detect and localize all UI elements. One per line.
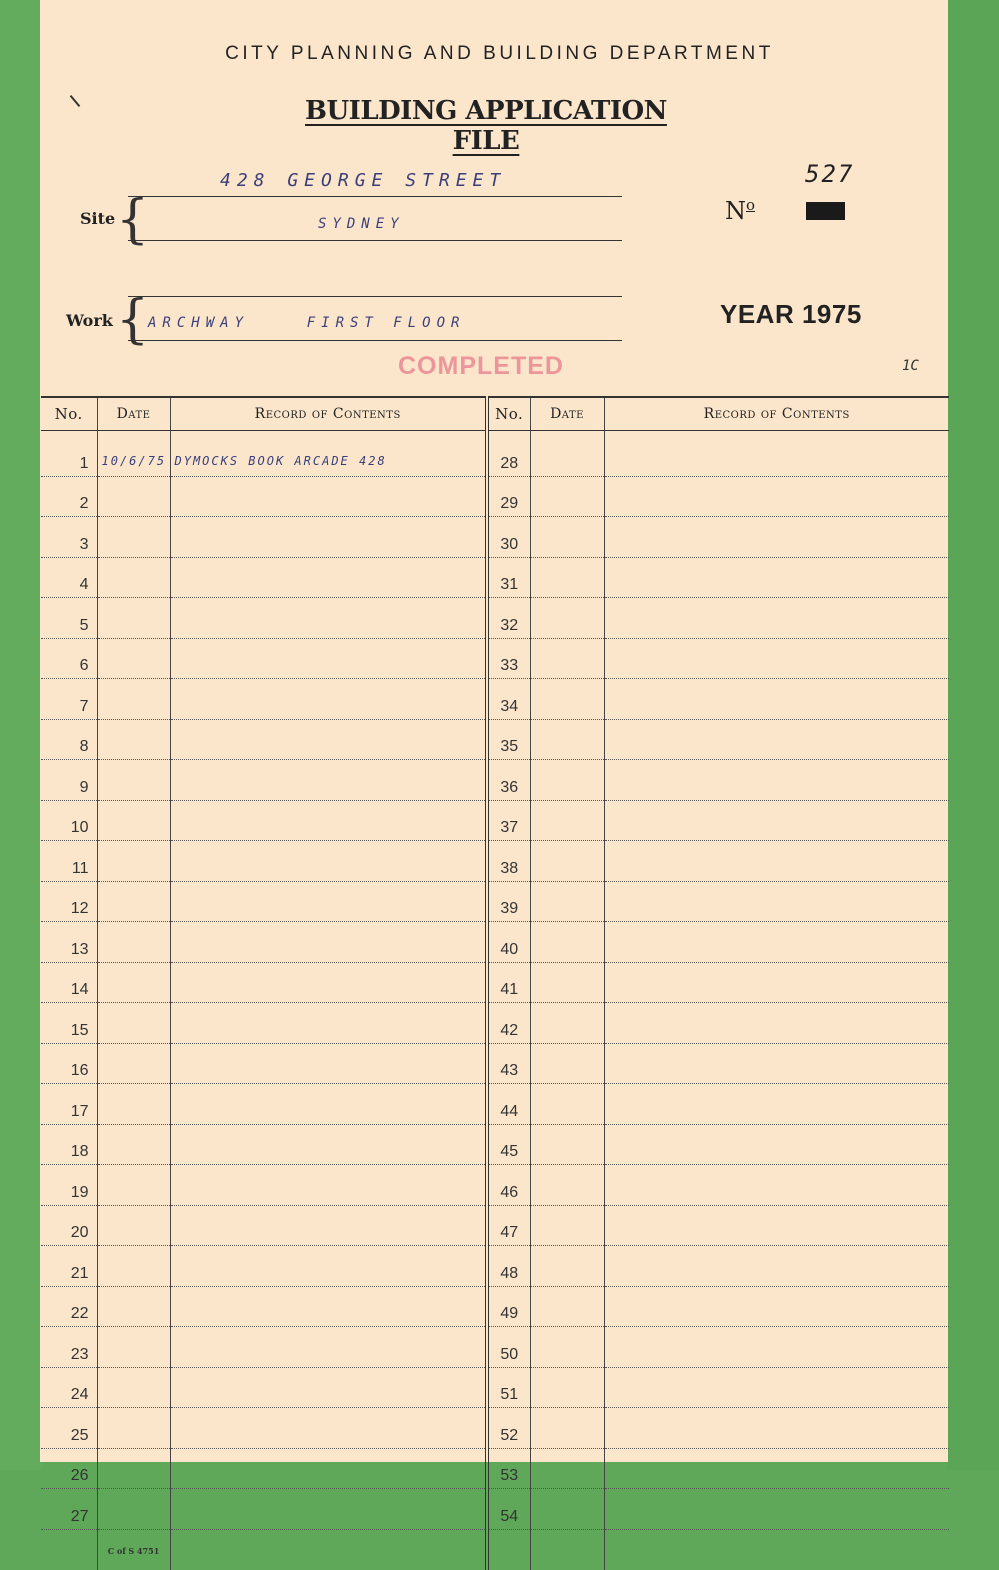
row-number-left: 26 <box>41 1448 97 1489</box>
site-label: Site <box>80 209 116 228</box>
site-line2-value: SYDNEY <box>318 216 405 232</box>
table-row <box>41 719 949 760</box>
row-number-left: 22 <box>41 1286 97 1327</box>
table-row <box>41 557 949 598</box>
record-cell-right <box>604 719 949 760</box>
date-cell-right <box>530 431 604 477</box>
record-cell-left <box>170 1205 487 1246</box>
file-number: 527 <box>805 160 855 188</box>
row-number-right: 46 <box>487 1165 530 1206</box>
row-number-right: 40 <box>487 922 530 963</box>
record-cell-right <box>604 1084 949 1125</box>
year-label: YEAR 1975 <box>720 299 862 329</box>
row-number-right: 28 <box>487 431 530 477</box>
number-label <box>725 196 755 225</box>
row-number-left: 16 <box>41 1043 97 1084</box>
record-cell-right <box>604 1165 949 1206</box>
row-number-right: 33 <box>487 638 530 679</box>
date-cell-right <box>530 679 604 720</box>
footer-code <box>97 1529 170 1570</box>
record-cell-right <box>604 1124 949 1165</box>
date-cell-left <box>97 1124 170 1165</box>
table-row <box>41 922 949 963</box>
record-cell-right <box>604 1003 949 1044</box>
date-cell-right <box>530 557 604 598</box>
record-cell-left <box>170 476 487 517</box>
table-row <box>41 1408 949 1449</box>
work-label: Work <box>66 311 113 330</box>
date-cell-left <box>97 638 170 679</box>
table-row <box>41 1205 949 1246</box>
date-cell-left <box>97 1205 170 1246</box>
row-number-right: 53 <box>487 1448 530 1489</box>
record-cell-right <box>604 1367 949 1408</box>
date-cell-left <box>97 800 170 841</box>
date-cell-right <box>530 1124 604 1165</box>
table-row <box>41 1448 949 1489</box>
row-number-right: 34 <box>487 679 530 720</box>
table-row <box>41 800 949 841</box>
row-number-right: 42 <box>487 1003 530 1044</box>
table-row <box>41 476 949 517</box>
record-cell-right <box>604 922 949 963</box>
table-row <box>41 517 949 558</box>
date-cell-left <box>97 1489 170 1530</box>
row-number-left: 9 <box>41 760 97 801</box>
date-cell-left <box>97 719 170 760</box>
row-number-left: 14 <box>41 962 97 1003</box>
footer-cell <box>530 1529 604 1570</box>
record-cell-left <box>170 962 487 1003</box>
record-cell-left <box>170 1003 487 1044</box>
date-cell-right <box>530 1286 604 1327</box>
row-number-left: 7 <box>41 679 97 720</box>
date-cell-right <box>530 922 604 963</box>
record-cell-left <box>170 1489 487 1530</box>
row-number-right: 30 <box>487 517 530 558</box>
site-brace: { <box>116 190 150 250</box>
record-cell-left <box>170 1327 487 1368</box>
date-cell-left <box>97 760 170 801</box>
record-cell-right <box>604 476 949 517</box>
record-cell-left <box>170 1408 487 1449</box>
table-row <box>41 760 949 801</box>
record-cell-right <box>604 1489 949 1530</box>
date-cell-right <box>530 719 604 760</box>
record-cell-left <box>170 1084 487 1125</box>
date-cell-right <box>530 1246 604 1287</box>
table-row <box>41 841 949 882</box>
row-number-right: 41 <box>487 962 530 1003</box>
date-cell-left <box>97 881 170 922</box>
record-cell-right <box>604 841 949 882</box>
record-cell-right <box>604 760 949 801</box>
table-row <box>41 1124 949 1165</box>
date-cell-right <box>530 1043 604 1084</box>
record-cell-right <box>604 557 949 598</box>
redaction-mark <box>806 202 845 220</box>
date-cell-right <box>530 476 604 517</box>
work-value: ARCHWAY FIRST FLOOR <box>148 315 466 331</box>
record-cell-left <box>170 841 487 882</box>
date-cell-left <box>97 1367 170 1408</box>
record-cell-right <box>604 1448 949 1489</box>
row-number-left: 18 <box>41 1124 97 1165</box>
record-cell-right <box>604 1327 949 1368</box>
record-cell-right <box>604 1408 949 1449</box>
row-number-left: 27 <box>41 1489 97 1530</box>
row-number-left: 13 <box>41 922 97 963</box>
record-cell-right <box>604 431 949 477</box>
row-number-left: 2 <box>41 476 97 517</box>
date-cell-left <box>97 1043 170 1084</box>
row-number-left: 10 <box>41 800 97 841</box>
row-number-left: 17 <box>41 1084 97 1125</box>
date-cell-left <box>97 517 170 558</box>
row-number-left: 21 <box>41 1246 97 1287</box>
table-row <box>41 962 949 1003</box>
completed-stamp: COMPLETED <box>398 352 564 380</box>
site-line1-value: 428 GEORGE STREET <box>220 170 507 191</box>
row-number-left: 1 <box>41 431 97 477</box>
date-cell-left <box>97 1165 170 1206</box>
date-cell-left <box>97 679 170 720</box>
department-heading: CITY PLANNING AND BUILDING DEPARTMENT <box>225 43 774 64</box>
date-cell-right <box>530 638 604 679</box>
site-line2 <box>128 240 622 241</box>
record-cell-left <box>170 1367 487 1408</box>
record-cell-right <box>604 517 949 558</box>
date-cell-left <box>97 1286 170 1327</box>
date-cell-left <box>97 1408 170 1449</box>
row-number-right: 50 <box>487 1327 530 1368</box>
record-cell-left <box>170 679 487 720</box>
row-number-right: 51 <box>487 1367 530 1408</box>
header-record-right: Record of Contents <box>604 397 949 431</box>
header-no-left: No. <box>41 397 97 431</box>
number-label-o: o <box>746 196 756 214</box>
record-cell-left <box>170 1124 487 1165</box>
row-number-left: 19 <box>41 1165 97 1206</box>
date-cell-right <box>530 1448 604 1489</box>
record-cell-right <box>604 1246 949 1287</box>
record-cell-left <box>170 719 487 760</box>
row-number-left: 8 <box>41 719 97 760</box>
row-number-left: 4 <box>41 557 97 598</box>
date-cell-left <box>97 1003 170 1044</box>
row-number-right: 49 <box>487 1286 530 1327</box>
row-number-left: 5 <box>41 598 97 639</box>
record-cell-right <box>604 881 949 922</box>
footer-cell <box>41 1529 97 1570</box>
row-number-left: 15 <box>41 1003 97 1044</box>
header-date-left: Date <box>97 397 170 431</box>
row-number-right: 31 <box>487 557 530 598</box>
row-number-right: 48 <box>487 1246 530 1287</box>
row-number-right: 29 <box>487 476 530 517</box>
record-cell-right <box>604 638 949 679</box>
row-number-right: 43 <box>487 1043 530 1084</box>
date-cell-left <box>97 476 170 517</box>
row-number-right: 52 <box>487 1408 530 1449</box>
table-row <box>41 1084 949 1125</box>
row-number-right: 54 <box>487 1489 530 1530</box>
header-record-left: Record of Contents <box>170 397 487 431</box>
date-cell-left: 10/6/75 <box>97 431 170 477</box>
row-number-left: 25 <box>41 1408 97 1449</box>
record-cell-left <box>170 517 487 558</box>
date-cell-left <box>97 557 170 598</box>
side-note: 1C <box>902 358 919 374</box>
date-cell-left <box>97 1246 170 1287</box>
work-brace: { <box>116 290 150 350</box>
date-cell-right <box>530 517 604 558</box>
record-cell-right <box>604 679 949 720</box>
row-number-right: 35 <box>487 719 530 760</box>
record-cell-left <box>170 1043 487 1084</box>
date-cell-left <box>97 922 170 963</box>
table-header-row <box>41 397 949 431</box>
record-cell-right <box>604 598 949 639</box>
header-date-right: Date <box>530 397 604 431</box>
row-number-left: 23 <box>41 1327 97 1368</box>
record-cell-left <box>170 1448 487 1489</box>
row-number-left: 24 <box>41 1367 97 1408</box>
record-cell-right <box>604 1205 949 1246</box>
date-cell-right <box>530 1165 604 1206</box>
table-row <box>41 1165 949 1206</box>
row-number-right: 39 <box>487 881 530 922</box>
table-row <box>41 598 949 639</box>
table-row <box>41 1286 949 1327</box>
record-cell-left <box>170 1246 487 1287</box>
table-row <box>41 1489 949 1530</box>
date-cell-right <box>530 1327 604 1368</box>
record-cell-left <box>170 760 487 801</box>
date-cell-left <box>97 841 170 882</box>
site-line1 <box>128 196 622 197</box>
row-number-left: 3 <box>41 517 97 558</box>
table-footer-row <box>41 1529 949 1570</box>
record-table <box>41 396 949 1570</box>
date-cell-right <box>530 1408 604 1449</box>
record-cell-right <box>604 1043 949 1084</box>
green-binding-right <box>947 0 999 1470</box>
work-line2 <box>128 340 622 341</box>
record-cell-left <box>170 557 487 598</box>
row-number-right: 45 <box>487 1124 530 1165</box>
date-cell-right <box>530 881 604 922</box>
record-cell-left <box>170 598 487 639</box>
row-number-left: 11 <box>41 841 97 882</box>
work-line1 <box>128 296 622 297</box>
row-number-right: 38 <box>487 841 530 882</box>
date-cell-right <box>530 598 604 639</box>
record-cell-left <box>170 1165 487 1206</box>
record-cell-right <box>604 800 949 841</box>
date-cell-right <box>530 1367 604 1408</box>
row-number-left: 20 <box>41 1205 97 1246</box>
date-cell-left <box>97 1448 170 1489</box>
date-cell-right <box>530 841 604 882</box>
row-number-right: 36 <box>487 760 530 801</box>
record-cell-right <box>604 1286 949 1327</box>
table-row <box>41 1246 949 1287</box>
date-cell-right <box>530 1003 604 1044</box>
header-no-right: No. <box>487 397 530 431</box>
record-cell-left <box>170 1286 487 1327</box>
date-cell-right <box>530 1205 604 1246</box>
record-cell-left <box>170 638 487 679</box>
table-row <box>41 881 949 922</box>
date-cell-left <box>97 1084 170 1125</box>
date-cell-right <box>530 962 604 1003</box>
row-number-right: 47 <box>487 1205 530 1246</box>
record-cell-left <box>170 800 487 841</box>
date-cell-left <box>97 962 170 1003</box>
footer-cell <box>604 1529 949 1570</box>
table-row <box>41 1367 949 1408</box>
table-row <box>41 1003 949 1044</box>
date-cell-right <box>530 1489 604 1530</box>
date-cell-right <box>530 1084 604 1125</box>
table-row <box>41 431 949 477</box>
table-row <box>41 638 949 679</box>
record-cell-right <box>604 962 949 1003</box>
row-number-right: 32 <box>487 598 530 639</box>
table-row <box>41 1327 949 1368</box>
table-row <box>41 679 949 720</box>
date-cell-right <box>530 760 604 801</box>
date-cell-left <box>97 1327 170 1368</box>
date-cell-right <box>530 800 604 841</box>
record-cell-left: DYMOCKS BOOK ARCADE 428 <box>170 431 487 477</box>
row-number-right: 44 <box>487 1084 530 1125</box>
row-number-right: 37 <box>487 800 530 841</box>
footer-cell <box>170 1529 487 1570</box>
date-cell-left <box>97 598 170 639</box>
record-cell-left <box>170 922 487 963</box>
footer-cell <box>487 1529 530 1570</box>
green-binding-left <box>0 0 42 1470</box>
row-number-left: 12 <box>41 881 97 922</box>
form-title: BUILDING APPLICATION FILE <box>305 96 667 156</box>
table-row <box>41 1043 949 1084</box>
form-code: C of S 4751 <box>107 1545 160 1556</box>
record-cell-left <box>170 881 487 922</box>
row-number-left: 6 <box>41 638 97 679</box>
number-label-n: N <box>725 197 746 225</box>
